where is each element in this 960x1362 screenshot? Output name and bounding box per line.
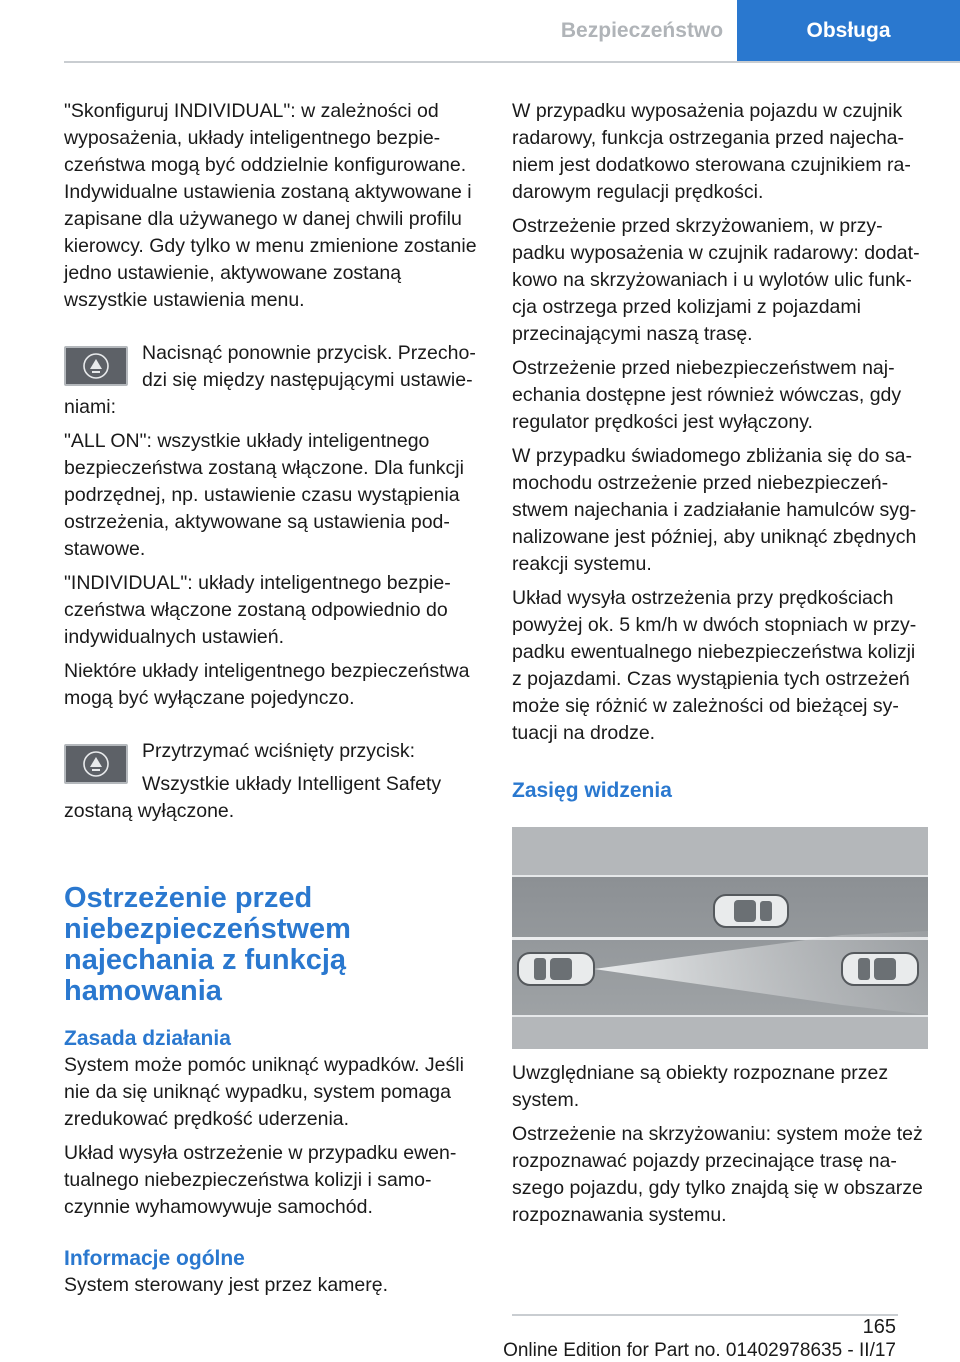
warning-stages-paragraph: Układ wysyła ostrzeżenia przy prędkościach powyżej ok. 5 km/h w dwóch stopniach w przypadku ewentualnego niebezpieczeństwa kolizji z pojazdami. Czas wystąpienia tych ostrzeżeń może się różnić w zależności od bieżącej sytuacji na drodze. [512,587,917,744]
all-off-text: Wszystkie układy Intelligent Safety zostaną wyłączone. [64,773,442,822]
radar-sensor-paragraph: W przypadku wyposażenia pojazdu w czujnik radarowy, funkcja ostrzegania przed najechaniem jest dodatkowo sterowana czujnikiem radarowym regulacji prędkości. [512,100,911,203]
configure-individual-paragraph: "Skonfiguruj INDIVIDUAL": w zależności od wyposażenia, układy inteligentnego bezpieczeństwa mogą być oddzielnie konfigurowane. Indywidualne ustawienia zostaną aktywowane i zapisane dla używanego w danej chwili profilu kierowcy. Gdy tylko w menu zmienione zostanie jedno ustawienie, aktywowane zostaną wszystkie ustawienia menu. [64,100,477,311]
page-number: 165 [862,1316,896,1338]
intentional-approach-paragraph: W przypadku świadomego zbliżania się do samochodu ostrzeżenie przed niebezpieczeństwem najechania i zadziałanie hamulców sygnalizowane jest później, aby uniknąć zbędnych reakcji systemu. [512,445,917,575]
detection-range-illustration [512,827,928,1049]
section-heading: Ostrzeżenie przed niebezpieczeństwem najechania z funkcją hamowania [64,882,351,1007]
footer-divider [512,1314,898,1316]
footer-edition: Online Edition for Part no. 01402978635 - II/17 [503,1340,896,1361]
general-info-paragraph: System sterowany jest przez kamerę. [64,1274,389,1296]
principle-paragraph-2: Układ wysyła ostrzeżenie w przypadku ewentualnego niebezpieczeństwa kolizji i samoczynnie wyhamowywuje samochód. [64,1142,457,1218]
press-button-block [64,340,480,421]
left-column [64,98,480,1306]
crossing-warning-paragraph: Ostrzeżenie przed skrzyżowaniem, w przypadku wyposażenia w czujnik radarowy: dodatkowo na skrzyżowaniach i u wylotów ulic funkcja ostrzega przed kolizjami z pojazdami przecinającymi naszą trasę. [512,215,920,345]
hold-button-text: Przytrzymać wciśnięty przycisk: [142,740,416,762]
tab-obsluga[interactable]: Obsługa [737,0,960,62]
detected-objects-paragraph: Uwzględniane są obiekty rozpoznane przez system. [512,1062,889,1111]
header-divider [64,61,960,63]
general-info-heading: Informacje ogólne [64,1247,245,1270]
some-systems-paragraph: Niektóre układy inteligentnego bezpieczeństwa mogą być wyłączane pojedynczo. [64,660,470,709]
hold-button-block [64,738,480,825]
individual-paragraph: "INDIVIDUAL": układy inteligentnego bezpieczeństwa włączone zostaną odpowiednio do indywidualnych ustawień. [64,572,451,648]
all-on-paragraph: "ALL ON": wszystkie układy inteligentnego bezpieczeństwa zostaną włączone. Dla funkcji podrzędnej, np. ustawienie czasu wystąpienia ostrzeżenia, aktywowane są ustawienia podstawowe. [64,430,464,560]
tab-bezpieczenstwo[interactable]: Bezpieczeństwo [547,0,737,62]
car-detected-icon [842,953,918,985]
detection-range-heading: Zasięg widzenia [512,779,672,802]
intelligent-safety-button-icon [64,346,128,386]
press-again-text: Nacisnąć ponownie przycisk. Przechodzi się między następującymi ustawieniami: [64,342,476,418]
car-ahead-icon [714,895,788,927]
header-tabs [547,0,960,62]
cruise-off-paragraph: Ostrzeżenie przed niebezpieczeństwem najechania dostępne jest również wówczas, gdy regulator prędkości jest wyłączony. [512,357,902,433]
intersection-warning-paragraph: Ostrzeżenie na skrzyżowaniu: system może też rozpoznawać pojazdy przecinające trasę naszego pojazdu, gdy tylko znajdą się w obszarze rozpoznawania systemu. [512,1123,923,1226]
intelligent-safety-button-icon [64,744,128,784]
principle-paragraph-1: System może pomóc uniknąć wypadków. Jeśli nie da się uniknąć wypadku, system pomaga zredukować prędkość uderzenia. [64,1054,464,1130]
right-column [512,98,928,1236]
principle-heading: Zasada działania [64,1027,231,1050]
own-car-icon [518,953,594,985]
